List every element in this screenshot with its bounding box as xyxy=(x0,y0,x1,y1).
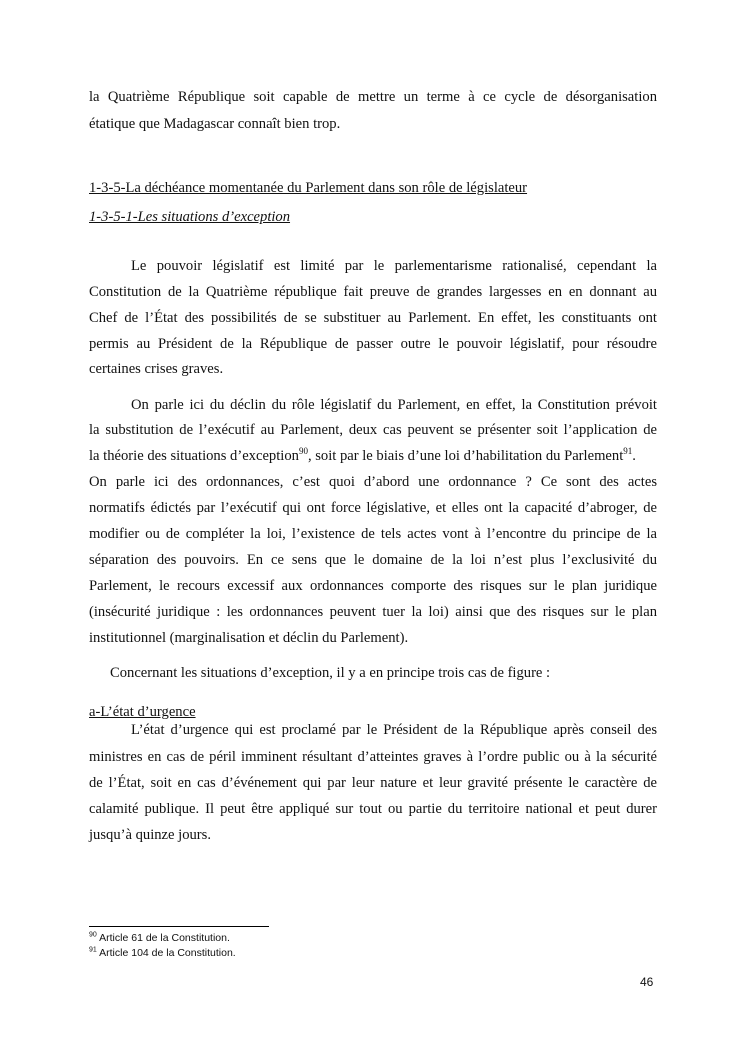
footnote-90-text: Article 61 de la Constitution. xyxy=(99,932,230,944)
p2-line-3-part-b: , soit par le biais d’une loi d’habilitation du Parlement xyxy=(307,448,624,464)
p1-line-2: Constitution de la Quatrième république fait preuve de grandes largesses en en donnant au xyxy=(89,284,657,300)
p2-line-5: normatifs édictés par l’exécutif qui ont force législative, et elles ont la capacité d’abroger, de xyxy=(89,500,657,516)
subsection-heading-text: 1-3-5-1-Les situations d’exception xyxy=(89,209,291,225)
footnote-91-number: 91 xyxy=(89,946,97,954)
p2-line-10: institutionnel (marginalisation et déclin du Parlement). xyxy=(89,630,409,646)
heading-a xyxy=(89,704,196,721)
p2-line-3 xyxy=(89,448,657,465)
p1-line-1: Le pouvoir législatif est limité par le parlementarisme rationalisé, cependant la xyxy=(131,258,657,274)
section-heading-text: 1-3-5-La déchéance momentanée du Parlement dans son rôle de législateur xyxy=(89,180,528,196)
p1-line-3: Chef de l’État des possibilités de se substituer au Parlement. En effet, les constituants ont xyxy=(89,310,657,326)
subsection-heading xyxy=(89,209,290,226)
intro-line-2: étatique que Madagascar connaît bien trop. xyxy=(89,116,341,132)
footnote-ref-91: 91 xyxy=(623,446,633,457)
p2-line-6: modifier ou de compléter la loi, l’existence de tels actes vont à l’encontre du principe de la xyxy=(89,526,657,542)
p2-line-3-part-c: . xyxy=(632,448,636,464)
page-number: 46 xyxy=(640,975,654,989)
heading-a-text: a-L’état d’urgence xyxy=(89,704,196,720)
p2-line-7: séparation des pouvoirs. En ce sens que le domaine de la loi n’est plus l’exclusivité du xyxy=(89,552,657,568)
p2-line-8: Parlement, le recours excessif aux ordonnances comporte des risques sur le plan juridique xyxy=(89,578,657,594)
p2-line-2: la substitution de l’exécutif au Parlement, deux cas peuvent se présenter soit l’application de xyxy=(89,422,657,438)
p2-line-4: On parle ici des ordonnances, c’est quoi d’abord une ordonnance ? Ce sont des actes xyxy=(89,474,657,490)
p4-line-3: de l’État, soit en cas d’événement qui par leur nature et leur gravité présente le caractère de xyxy=(89,775,657,791)
p1-line-4: permis au Président de la République de passer outre le pouvoir législatif, pour résoudre xyxy=(89,336,657,352)
p4-line-4: calamité publique. Il peut être appliqué sur tout ou partie du territoire national et peut durer xyxy=(89,801,657,817)
p2-line-1: On parle ici du déclin du rôle législatif du Parlement, en effet, la Constitution prévoit xyxy=(131,397,657,413)
p2-line-9: (insécurité juridique : les ordonnances peuvent tuer la loi) ainsi que des risques sur le plan xyxy=(89,604,657,620)
intro-line-1: la Quatrième République soit capable de mettre un terme à ce cycle de désorganisation xyxy=(89,89,657,105)
footnote-ref-90: 90 xyxy=(298,446,308,457)
section-heading xyxy=(89,180,527,197)
footnote-90 xyxy=(89,932,230,944)
footnote-90-number: 90 xyxy=(89,931,97,939)
p2-line-3-part-a: la théorie des situations d’exception xyxy=(89,448,299,464)
footnote-91-text: Article 104 de la Constitution. xyxy=(99,947,236,959)
p4-line-2: ministres en cas de péril imminent résultant d’atteintes graves à l’ordre public ou à la sécurité xyxy=(89,749,657,765)
p4-line-1: L’état d’urgence qui est proclamé par le Président de la République après conseil des xyxy=(131,722,657,738)
footnote-91 xyxy=(89,947,236,959)
footnote-divider xyxy=(89,926,269,927)
p3-line-1: Concernant les situations d’exception, il y a en principe trois cas de figure : xyxy=(110,665,551,681)
p1-line-5: certaines crises graves. xyxy=(89,361,224,377)
p4-line-5: jusqu’à quinze jours. xyxy=(89,827,211,843)
